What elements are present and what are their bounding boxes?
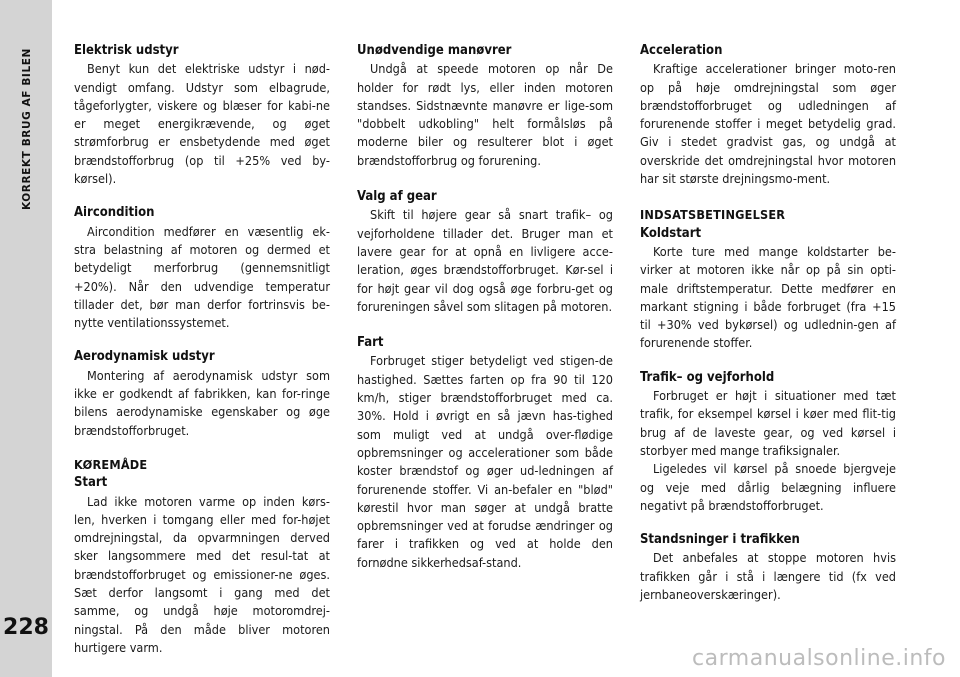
section-heading: Koldstart: [640, 225, 702, 241]
section-body: Det anbefales at stoppe motoren hvis trafikken går i stå i længere tid (fx ved jernbaneoverskæringer).: [640, 550, 896, 603]
section-heading: Trafik– og vejforhold: [640, 369, 775, 385]
page-number: 228: [3, 615, 49, 640]
watermark: carmanualsonline.info: [692, 646, 946, 671]
section-body: Ligeledes vil kørsel på snoede bjergveje og veje med dårlig belægning influere negativt på brændstofforbruget.: [640, 461, 896, 513]
section-body: Forbruget er højt i situationer med tæt trafik, for eksempel kørsel i køer med flit-tig brug af de laveste gear, og ved kørsel i storbyer med mange trafiksignaler.: [640, 388, 896, 458]
section-body: Skift til højere gear så snart trafik– og vejforholdene tillader det. Bruger man et lavere gear for at opnå en livligere acce-leration, øges brændstofforbruget. Kør-sel i for højt gear vil dog også øge forbru-get og forureningen såvel som slitagen på motoren.: [357, 207, 613, 314]
section-body: Aircondition medfører en væsentlig ek-stra belastning af motoren og dermed et betydeligt merforbrug (gennemsnitligt +20%). Når den udvendige temperatur tillader det, bør man derfor fortrinsvis be-nytte ventilationssystemet.: [74, 223, 330, 331]
section-body: Forbruget stiger betydeligt ved stigen-de hastighed. Sættes farten op fra 90 til 120 km/h, stiger brændstofforbruget med ca. 30%. Hold i øvrigt en så jævn has-tighed som muligt ved at undgå over-flødige opbremsninger og accelerationer som både koster brændstof og øger ud-ledningen af forurenende stoffer. Vi an-befaler en "blød" kørestil hvor man søger at undgå bratte opbremsninger ved at forudse ændringer og farer i trafikken og ved at holde den fornødne sikkerhedsaf-stand.: [357, 353, 613, 570]
section-body: Lad ikke motoren varme op inden kørs-len, hverken i tomgang eller med for-højet omdrejningstal, da opvarmningen derved sker langsommere med det resul-tat at brændstofforbruget og emissioner-ne øges. Sæt derfor langsomt i gang med det samme, og undgå høje motoromdrej-ningstal. På den måde bliver motoren hurtigere varm.: [74, 493, 330, 655]
text-column-1: [74, 42, 330, 657]
section-heading: Acceleration: [640, 43, 723, 58]
sidebar: [0, 0, 52, 677]
section-heading: Elektrisk udstyr: [74, 43, 179, 58]
section-body: Kraftige accelerationer bringer moto-ren op på høje omdrejningstal som øger brændstofforbruget og udledningen af forurenende stoffer i meget betydelig grad. Giv i stedet gradvist gas, og undgå at overskride det omdrejningstal hvor motoren har sit største drejningsmo-ment.: [640, 61, 896, 187]
chapter-title: KORREKT BRUG AF BILEN: [21, 48, 33, 210]
section-heading: Aerodynamisk udstyr: [74, 349, 215, 365]
text-column-2: [357, 42, 613, 572]
chapter-heading: KØREMÅDE: [74, 456, 148, 472]
section-heading: Fart: [357, 335, 384, 351]
section-body: Undgå at speede motoren op når De holder for rødt lys, eller inden motoren standses. Sidstnævnte manøvre er lige-som "dobbelt udkobling" helt formålsløs på moderne biler og resulterer blot i øget brændstofforbrug og forurening.: [357, 61, 613, 168]
section-body: Benyt kun det elektriske udstyr i nød-vendigt omfang. Udstyr som elbagrude, tågeforlygter, viskere og blæser for kabi-ne er meget energikrævende, og øget strømforbrug er ensbetydende med øget brændstofforbrug (op til +25% ved by-kørsel).: [74, 61, 330, 187]
section-heading: Start: [74, 475, 108, 491]
section-heading: Aircondition: [74, 205, 155, 221]
chapter-heading: INDSATSBETINGELSER: [640, 207, 786, 223]
text-column-3: [640, 42, 896, 604]
section-body: Montering af aerodynamisk udstyr som ikke er godkendt af fabrikken, kan for-ringe bilens aerodynamiske egenskaber og øge brændstofforbruget.: [74, 367, 330, 438]
section-heading: Valg af gear: [357, 189, 437, 205]
section-heading: Standsninger i trafikken: [640, 532, 800, 548]
section-body: Korte ture med mange koldstarter be-virker at motoren ikke når op på sin opti-male driftstemperatur. Dette medfører en markant stigning i både forbruget (fra +15 til +30% ved bykørsel) og udlednin-gen af forurenende stoffer.: [640, 243, 896, 351]
section-heading: Unødvendige manøvrer: [357, 43, 512, 58]
